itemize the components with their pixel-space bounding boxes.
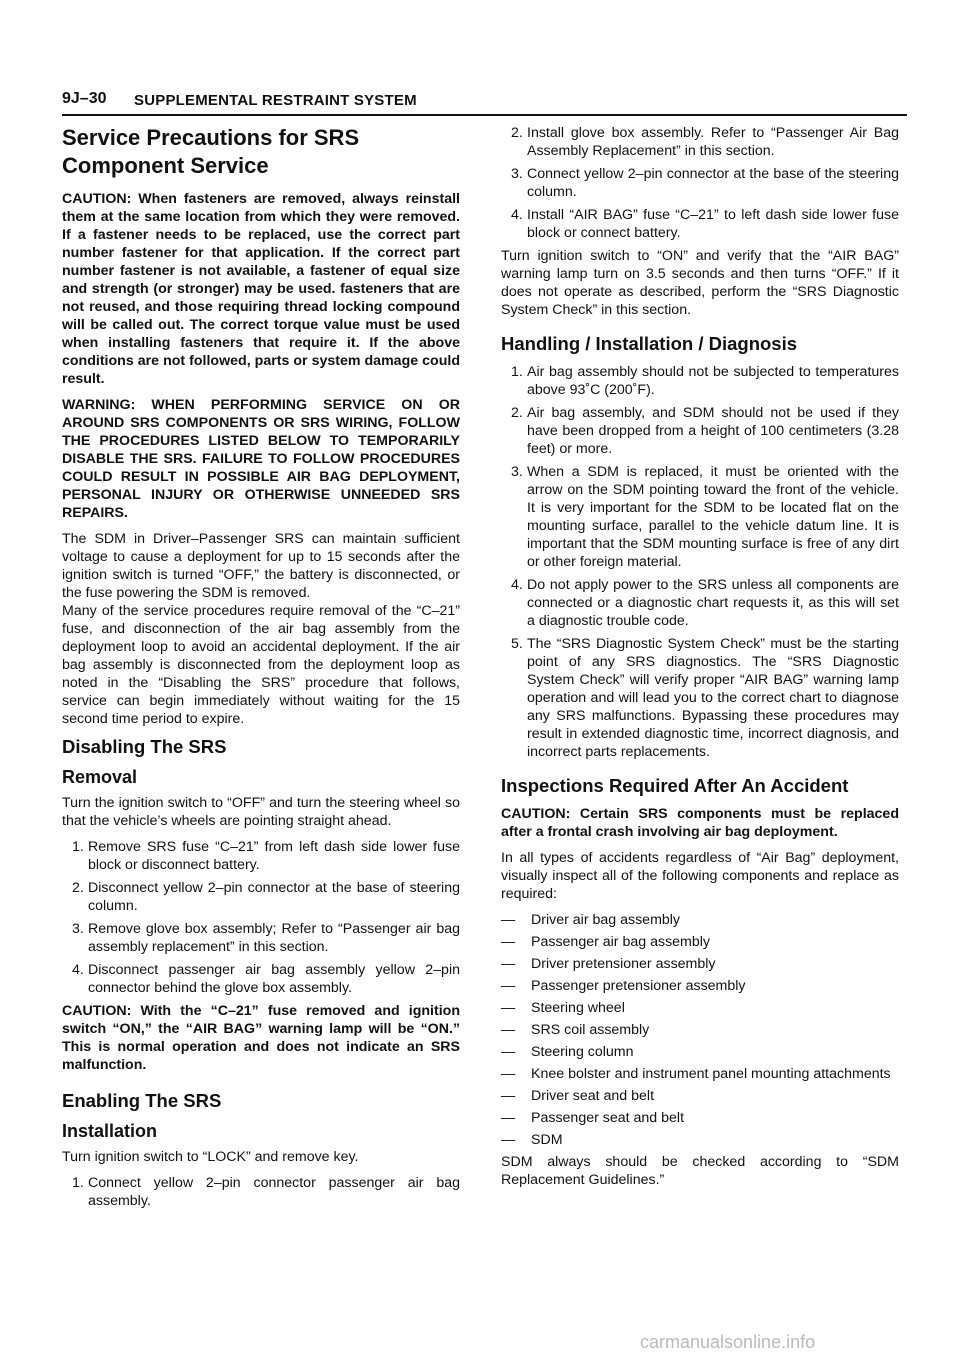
- service-procedures-paragraph: Many of the service procedures require removal of the “C–21” fuse, and disconnection of the air bag assembly from the deployment loop to avoid an accidental deployment. If the air bag assembly is disconnected from the deployment loop as noted in the “Disabling the SRS” procedure that follows, service can begin immediately without waiting for the 15 second time period to expire.: [62, 603, 460, 727]
- header-rule: [62, 114, 907, 116]
- installation-step: 4. Install “AIR BAG” fuse “C–21” to left dash side lower fuse block or connect battery.: [511, 207, 899, 241]
- installation-step: 2. Install glove box assembly. Refer to “Passenger Air Bag Assembly Replacement” in this section.: [511, 125, 899, 159]
- list-item: — SRS coil assembly: [501, 1022, 650, 1038]
- handling-step: 1. Air bag assembly should not be subjected to temperatures above 93˚C (200˚F).: [511, 364, 899, 398]
- warning-srs: WARNING: WHEN PERFORMING SERVICE ON OR AROUND SRS COMPONENTS OR SRS WIRING, FOLLOW THE PROCEDURES LISTED BELOW TO TEMPORARILY DISABLE THE SRS. FAILURE TO FOLLOW PROCEDURES COULD RESULT IN POSSIBLE AIR BAG DEPLOYMENT, PERSONAL INJURY OR OTHERWISE UNNEEDED SRS REPAIRS.: [62, 397, 460, 521]
- page-header: [62, 88, 907, 112]
- list-item: — Passenger pretensioner assembly: [501, 978, 746, 994]
- sdm-voltage-paragraph: The SDM in Driver–Passenger SRS can maintain sufficient voltage to cause a deployment for up to 15 seconds after the ignition switch is turned “OFF,” the battery is disconnected, or the fuse powering the SDM is removed.: [62, 531, 460, 601]
- section-title: SUPPLEMENTAL RESTRAINT SYSTEM: [134, 92, 417, 109]
- handling-step: 4. Do not apply power to the SRS unless all components are connected or a diagnostic chart requests it, as this will set a diagnostic trouble code.: [511, 577, 899, 629]
- removal-title: Removal: [62, 767, 138, 787]
- list-item: — Passenger seat and belt: [501, 1110, 685, 1126]
- list-item: — Passenger air bag assembly: [501, 934, 711, 950]
- handling-step: 2. Air bag assembly, and SDM should not be used if they have been dropped from a height of 100 centimeters (3.28 feet) or more.: [511, 405, 899, 457]
- disabling-title: Disabling The SRS: [62, 736, 227, 757]
- removal-step: 3. Remove glove box assembly; Refer to “Passenger air bag assembly replacement” in this section.: [72, 921, 460, 955]
- handling-step: 3. When a SDM is replaced, it must be oriented with the arrow on the SDM pointing toward the front of the vehicle. It is very important for the SDM to be located flat on the mounting surface, parallel to the vehicle datum line. It is important that the SDM mounting surface is free of any dirt or other foreign material.: [511, 464, 899, 570]
- list-item: — Driver air bag assembly: [501, 912, 681, 928]
- installation-verify-paragraph: Turn ignition switch to “ON” and verify that the “AIR BAG” warning lamp turn on 3.5 seconds and then turns “OFF.” If it does not operate as described, perform the “SRS Diagnostic System Check” in this section.: [501, 248, 899, 318]
- inspections-paragraph: In all types of accidents regardless of “Air Bag” deployment, visually inspect all of the following components and replace as required:: [501, 850, 899, 902]
- list-item: — Driver seat and belt: [501, 1088, 655, 1104]
- installation-step: 1. Connect yellow 2–pin connector passenger air bag assembly.: [72, 1175, 460, 1209]
- watermark: carmanualsonline.info: [640, 1332, 816, 1352]
- caution-fasteners: CAUTION: When fasteners are removed, always reinstall them at the same location from which they were removed. If a fastener needs to be replaced, use the correct part number fastener for that application. If the correct part number fastener is not available, a fastener of equal size and strength (or stronger) may be used. fasteners that are not reused, and those requiring thread locking compound will be called out. The correct torque value must be used when installing fasteners that require it. If the above conditions are not followed, parts or system damage could result.: [62, 191, 460, 387]
- page-title: Service Precautions for SRS Component Service: [62, 125, 360, 178]
- removal-step: 1. Remove SRS fuse “C–21” from left dash side lower fuse block or disconnect battery.: [72, 839, 460, 873]
- list-item: — Steering column: [501, 1044, 634, 1060]
- removal-intro: Turn the ignition switch to “OFF” and turn the steering wheel so that the vehicle’s wheels are pointing straight ahead.: [62, 795, 460, 829]
- caution-fuse-removed: CAUTION: With the “C–21” fuse removed and ignition switch “ON,” the “AIR BAG” warning lamp will be “ON.” This is normal operation and does not indicate an SRS malfunction.: [62, 1003, 460, 1073]
- list-item: — Driver pretensioner assembly: [501, 956, 716, 972]
- handling-title: Handling / Installation / Diagnosis: [501, 333, 798, 354]
- left-column: [62, 124, 460, 1215]
- installation-step: 3. Connect yellow 2–pin connector at the base of the steering column.: [511, 166, 899, 200]
- caution-replace-components: CAUTION: Certain SRS components must be replaced after a frontal crash involving air bag deployment.: [501, 806, 899, 840]
- handling-step: 5. The “SRS Diagnostic System Check” must be the starting point of any SRS diagnostics. The “SRS Diagnostic System Check” will verify proper “AIR BAG” warning lamp operation and will lead you to the correct chart to diagnose any SRS malfunctions. Bypassing these procedures may result in extended diagnostic time, incorrect diagnosis, and incorrect parts replacements.: [511, 636, 899, 760]
- list-item: — Steering wheel: [501, 1000, 625, 1016]
- sdm-closing-paragraph: SDM always should be checked according to “SDM Replacement Guidelines.”: [501, 1154, 899, 1188]
- enabling-title: Enabling The SRS: [62, 1090, 222, 1111]
- installation-title: Installation: [62, 1121, 158, 1141]
- list-item: — Knee bolster and instrument panel mounting attachments: [501, 1066, 891, 1082]
- removal-step: 2. Disconnect yellow 2–pin connector at the base of steering column.: [72, 880, 460, 914]
- inspections-title: Inspections Required After An Accident: [501, 775, 849, 796]
- right-column: [501, 124, 899, 1197]
- removal-step: 4. Disconnect passenger air bag assembly yellow 2–pin connector behind the glove box assembly.: [72, 962, 460, 996]
- page-number: 9J–30: [62, 90, 107, 107]
- installation-intro: Turn ignition switch to “LOCK” and remove key.: [62, 1149, 359, 1165]
- list-item: — SDM: [501, 1132, 563, 1148]
